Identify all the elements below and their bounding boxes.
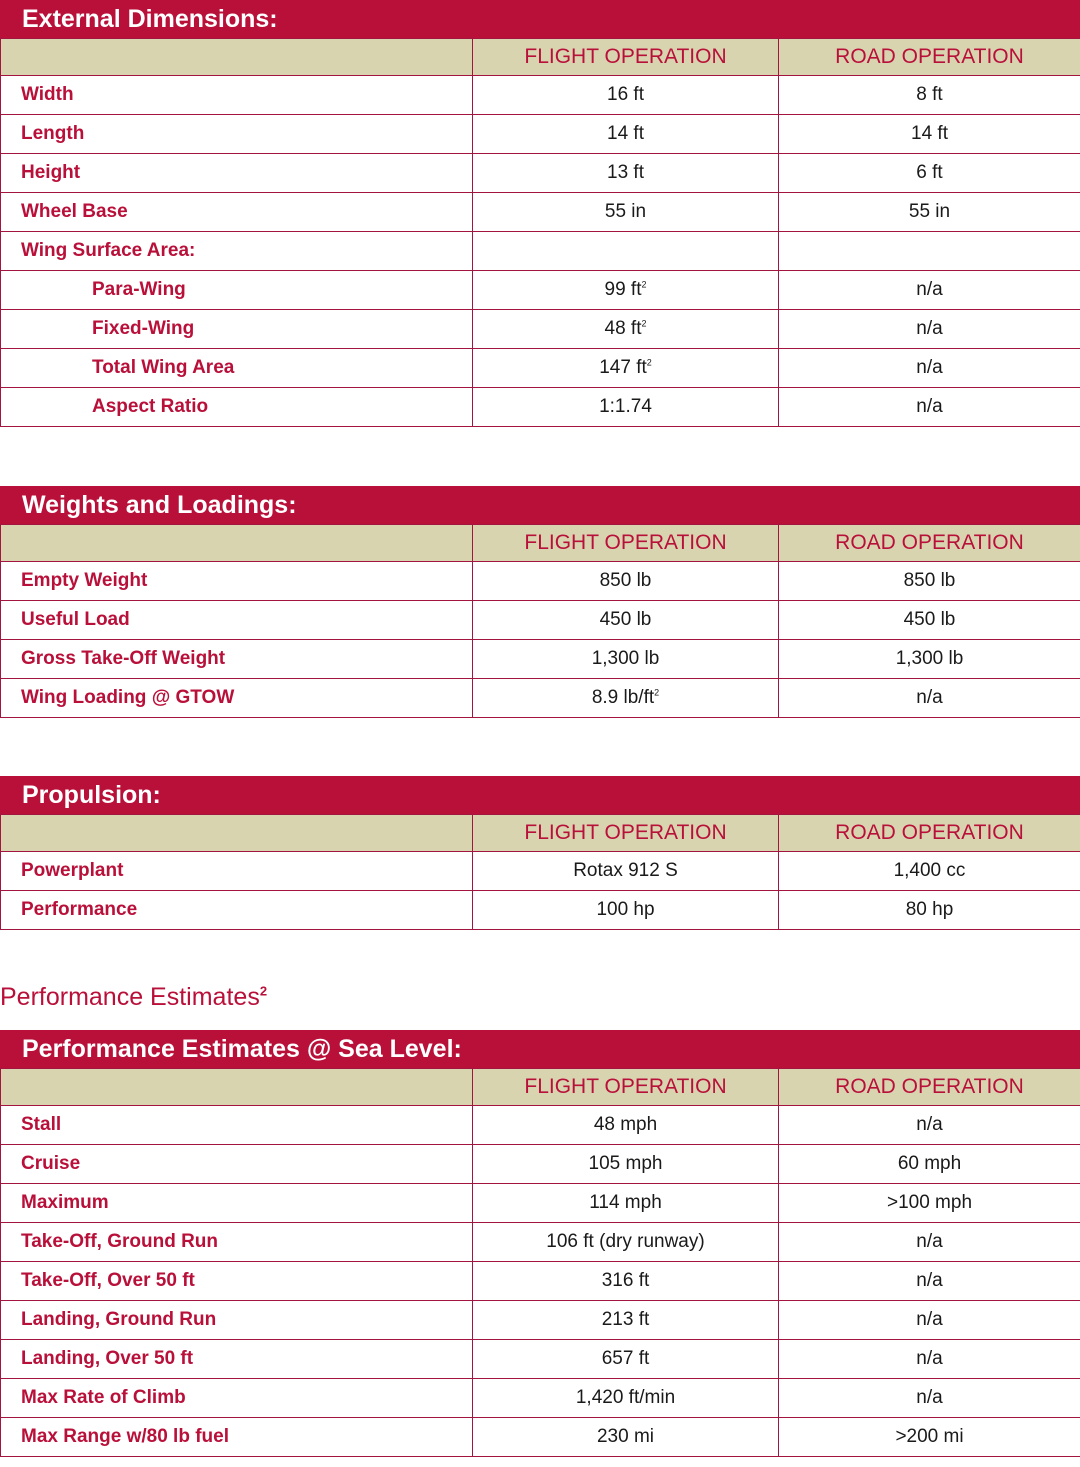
row-label: Take-Off, Over 50 ft <box>1 1262 473 1301</box>
road-value: >100 mph <box>779 1184 1080 1223</box>
flight-value <box>473 271 779 310</box>
flight-value-text: 213 ft <box>601 1309 650 1330</box>
road-value: 8 ft <box>779 76 1080 115</box>
spec-row <box>1 1145 1080 1184</box>
spec-table <box>0 524 1080 718</box>
spec-row <box>1 1301 1080 1340</box>
row-label: Height <box>1 154 473 193</box>
row-label: Useful Load <box>1 601 473 640</box>
flight-value-text: 657 ft <box>601 1348 650 1369</box>
row-label: Empty Weight <box>1 562 473 601</box>
road-value: n/a <box>779 1301 1080 1340</box>
flight-value <box>473 640 779 679</box>
column-header-road: ROAD OPERATION <box>779 39 1080 76</box>
weights-loadings-section <box>0 486 1080 718</box>
flight-value-text: 316 ft <box>601 1270 650 1291</box>
spec-row <box>1 271 1080 310</box>
road-value: 450 lb <box>779 601 1080 640</box>
flight-value <box>473 1262 779 1301</box>
column-header-row <box>1 1069 1080 1106</box>
spec-table <box>0 38 1080 427</box>
road-value: n/a <box>779 310 1080 349</box>
spec-row <box>1 115 1080 154</box>
road-value: n/a <box>779 271 1080 310</box>
row-label: Width <box>1 76 473 115</box>
flight-value <box>473 679 779 718</box>
superscript: 2 <box>641 279 647 290</box>
road-value: n/a <box>779 349 1080 388</box>
column-header-blank <box>1 1069 473 1106</box>
flight-value-text: 1:1.74 <box>599 396 652 417</box>
road-value <box>779 232 1080 271</box>
flight-value-text: 13 ft <box>607 162 644 183</box>
flight-value <box>473 76 779 115</box>
road-value: 6 ft <box>779 154 1080 193</box>
row-label: Stall <box>1 1106 473 1145</box>
road-value: >200 mi <box>779 1418 1080 1457</box>
column-header-flight: FLIGHT OPERATION <box>473 39 779 76</box>
row-label: Para-Wing <box>1 271 473 310</box>
section-title: External Dimensions: <box>0 0 1080 38</box>
row-label: Fixed-Wing <box>1 310 473 349</box>
flight-value-text: 100 hp <box>596 899 655 920</box>
section-title: Performance Estimates @ Sea Level: <box>0 1030 1080 1068</box>
road-value: n/a <box>779 679 1080 718</box>
flight-value <box>473 891 779 930</box>
column-header-blank <box>1 525 473 562</box>
spec-row <box>1 1223 1080 1262</box>
flight-value-text: 106 ft (dry runway) <box>546 1231 705 1252</box>
flight-value <box>473 1145 779 1184</box>
row-label: Performance <box>1 891 473 930</box>
flight-value-text: 99 ft <box>604 279 642 300</box>
row-label: Landing, Over 50 ft <box>1 1340 473 1379</box>
row-label: Take-Off, Ground Run <box>1 1223 473 1262</box>
road-value: n/a <box>779 1262 1080 1301</box>
flight-value <box>473 1418 779 1457</box>
column-header-row <box>1 39 1080 76</box>
flight-value-text: 48 ft <box>604 318 642 339</box>
section-title: Weights and Loadings: <box>0 486 1080 524</box>
spec-row <box>1 1262 1080 1301</box>
road-value: 55 in <box>779 193 1080 232</box>
column-header-blank <box>1 815 473 852</box>
spec-row <box>1 640 1080 679</box>
flight-value <box>473 852 779 891</box>
column-header-blank <box>1 39 473 76</box>
spec-row <box>1 891 1080 930</box>
propulsion-section <box>0 776 1080 930</box>
column-header-road: ROAD OPERATION <box>779 815 1080 852</box>
column-header-road: ROAD OPERATION <box>779 525 1080 562</box>
flight-value <box>473 193 779 232</box>
row-label: Wing Surface Area: <box>1 232 473 271</box>
footnote-marker: 2 <box>259 983 268 999</box>
flight-value-text: 850 lb <box>599 570 652 591</box>
spec-row <box>1 1340 1080 1379</box>
spec-table <box>0 814 1080 930</box>
flight-value <box>473 1223 779 1262</box>
spec-row <box>1 349 1080 388</box>
external-dimensions-section <box>0 0 1080 427</box>
row-label: Landing, Ground Run <box>1 1301 473 1340</box>
column-header-road: ROAD OPERATION <box>779 1069 1080 1106</box>
flight-value <box>473 1301 779 1340</box>
spec-row <box>1 193 1080 232</box>
flight-value-text: 147 ft <box>599 357 647 378</box>
spec-row <box>1 154 1080 193</box>
flight-value-text: 48 mph <box>593 1114 658 1135</box>
column-header-flight: FLIGHT OPERATION <box>473 525 779 562</box>
row-label: Maximum <box>1 1184 473 1223</box>
spec-table <box>0 1068 1080 1457</box>
spec-row <box>1 232 1080 271</box>
row-label: Powerplant <box>1 852 473 891</box>
road-value: 1,300 lb <box>779 640 1080 679</box>
column-header-row <box>1 815 1080 852</box>
flight-value-text: 114 mph <box>589 1192 662 1213</box>
superscript: 2 <box>641 318 647 329</box>
flight-value <box>473 349 779 388</box>
road-value: n/a <box>779 1379 1080 1418</box>
spec-row <box>1 1379 1080 1418</box>
row-label: Wing Loading @ GTOW <box>1 679 473 718</box>
spec-row <box>1 1106 1080 1145</box>
spec-row <box>1 679 1080 718</box>
flight-value <box>473 115 779 154</box>
performance-estimates-heading <box>0 980 267 1014</box>
row-label: Cruise <box>1 1145 473 1184</box>
flight-value <box>473 1379 779 1418</box>
spec-row <box>1 388 1080 427</box>
flight-value-text: 1,300 lb <box>591 648 660 669</box>
column-header-row <box>1 525 1080 562</box>
road-value: 1,400 cc <box>779 852 1080 891</box>
flight-value <box>473 232 779 271</box>
row-label: Max Range w/80 lb fuel <box>1 1418 473 1457</box>
performance-section <box>0 1030 1080 1457</box>
flight-value <box>473 601 779 640</box>
flight-value <box>473 562 779 601</box>
flight-value <box>473 1184 779 1223</box>
spec-row <box>1 76 1080 115</box>
flight-value <box>473 154 779 193</box>
spec-row <box>1 852 1080 891</box>
spec-row <box>1 1184 1080 1223</box>
spec-row <box>1 601 1080 640</box>
flight-value-text: 55 in <box>604 201 647 222</box>
flight-value-text: 14 ft <box>607 123 644 144</box>
flight-value-text: Rotax 912 S <box>573 860 678 881</box>
section-title: Propulsion: <box>0 776 1080 814</box>
row-label: Max Rate of Climb <box>1 1379 473 1418</box>
row-label: Gross Take-Off Weight <box>1 640 473 679</box>
flight-value-text: 16 ft <box>607 84 644 105</box>
flight-value-text: 1,420 ft/min <box>575 1387 676 1408</box>
superscript: 2 <box>646 357 652 368</box>
road-value: n/a <box>779 1340 1080 1379</box>
flight-value-text: 105 mph <box>588 1153 663 1174</box>
column-header-flight: FLIGHT OPERATION <box>473 1069 779 1106</box>
road-value: 60 mph <box>779 1145 1080 1184</box>
flight-value-text: 450 lb <box>599 609 652 630</box>
row-label: Length <box>1 115 473 154</box>
road-value: n/a <box>779 388 1080 427</box>
flight-value-text: 230 mi <box>596 1426 655 1447</box>
heading-text: Performance Estimates <box>0 983 260 1011</box>
row-label: Total Wing Area <box>1 349 473 388</box>
road-value: 850 lb <box>779 562 1080 601</box>
flight-value-text: 8.9 lb/ft <box>591 687 655 708</box>
spec-row <box>1 310 1080 349</box>
flight-value <box>473 1340 779 1379</box>
flight-value <box>473 388 779 427</box>
flight-value <box>473 310 779 349</box>
column-header-flight: FLIGHT OPERATION <box>473 815 779 852</box>
spec-row <box>1 1418 1080 1457</box>
road-value: n/a <box>779 1106 1080 1145</box>
row-label: Wheel Base <box>1 193 473 232</box>
spec-row <box>1 562 1080 601</box>
road-value: 14 ft <box>779 115 1080 154</box>
road-value: 80 hp <box>779 891 1080 930</box>
flight-value <box>473 1106 779 1145</box>
row-label: Aspect Ratio <box>1 388 473 427</box>
road-value: n/a <box>779 1223 1080 1262</box>
superscript: 2 <box>654 687 660 698</box>
